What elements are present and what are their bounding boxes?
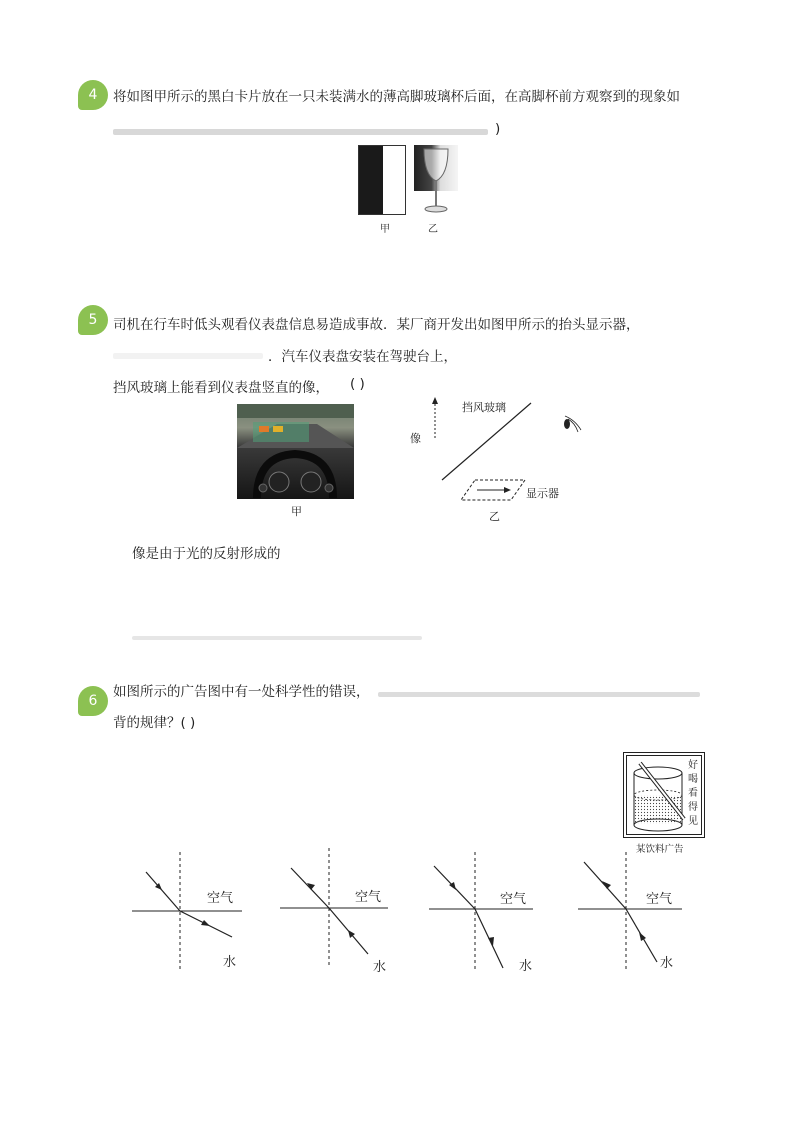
question-6-faded-line1	[378, 692, 700, 697]
question-5-option-text: 像是由于光的反射形成的	[132, 546, 281, 562]
q6-advert-char: 看	[688, 788, 698, 799]
question-6-text-line2: 背的规律？( )	[113, 715, 196, 731]
question-4-faded-line2	[113, 129, 488, 135]
question-5-text-line2: ．汽车仪表盘安装在驾驶台上，	[268, 349, 457, 365]
q4-fig-label-b: 乙	[428, 224, 438, 235]
q6-diagram-d-water: 水	[660, 956, 674, 971]
question-4-text-line1: 将如图甲所示的黑白卡片放在一只未装满水的薄高脚玻璃杯后面，在高脚杯前方观察到的现象如	[113, 89, 680, 105]
q6-advert-char: 得	[688, 802, 698, 813]
q6-diagram-c-water: 水	[519, 959, 533, 974]
q6-diagram-d	[575, 850, 695, 975]
q6-diagram-b	[276, 846, 396, 971]
q5-diagram-windshield-label: 挡风玻璃	[462, 401, 506, 414]
q5-fig-label-a: 甲	[291, 505, 302, 518]
question-4-paren: )	[495, 121, 501, 137]
q6-diagram-d-air: 空气	[646, 892, 673, 907]
q4-figure-glass	[414, 145, 458, 215]
q5-figure-dashboard-photo	[237, 404, 354, 499]
q5-fig-label-b: 乙	[489, 510, 500, 523]
question-6-badge: 6	[78, 686, 108, 716]
question-5-text-line1: 司机在行车时低头观看仪表盘信息易造成事故．某厂商开发出如图甲所示的抬头显示器，	[113, 317, 640, 333]
q6-advert-box	[623, 752, 705, 838]
q5-diagram-display-label: 显示器	[526, 487, 559, 500]
q6-diagram-a-water: 水	[223, 955, 237, 970]
q4-fig-label-a: 甲	[380, 224, 390, 235]
question-5-faded-option	[132, 636, 422, 640]
q6-advert-caption: 某饮料广告	[636, 844, 684, 855]
q6-advert-char: 好	[688, 760, 698, 771]
q6-diagram-a-air: 空气	[207, 891, 234, 906]
question-5-faded-line2	[113, 353, 263, 359]
question-6-text-line1: 如图所示的广告图中有一处科学性的错误，	[113, 684, 370, 700]
q6-diagram-b-air: 空气	[355, 890, 382, 905]
q6-advert-char: 见	[688, 816, 698, 827]
q6-diagram-b-water: 水	[373, 960, 387, 975]
question-5-text-line3: 挡风玻璃上能看到仪表盘竖直的像，	[113, 380, 329, 396]
question-4-badge: 4	[78, 80, 108, 110]
q6-advert-char: 喝	[688, 774, 698, 785]
q5-diagram-image-label: 像	[410, 432, 421, 445]
q6-advert-slogan	[686, 759, 700, 829]
q6-diagram-c-air: 空气	[500, 892, 527, 907]
question-5-paren: ( )	[350, 376, 365, 392]
q4-figure-card	[358, 145, 406, 215]
question-5-badge: 5	[78, 305, 108, 335]
